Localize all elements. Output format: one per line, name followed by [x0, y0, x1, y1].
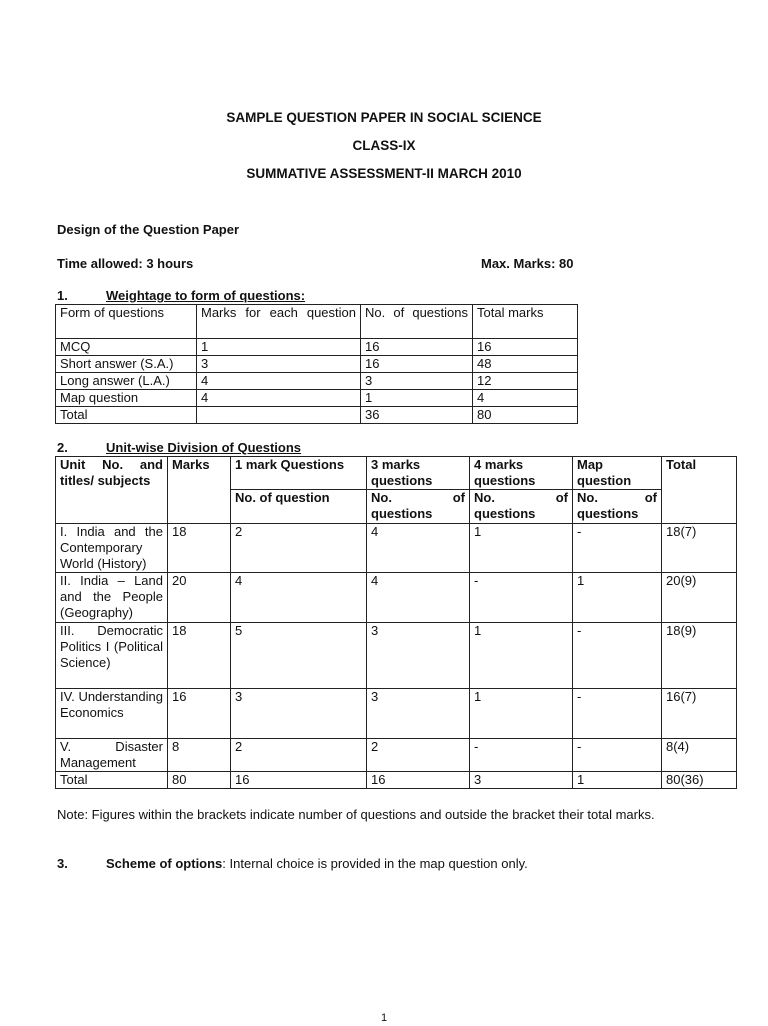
table-cell: 3 [231, 689, 367, 739]
header-cell [197, 305, 361, 339]
table-cell [56, 623, 168, 689]
table-cell: 1 [197, 339, 361, 356]
table-cell: 2 [231, 524, 367, 573]
subheader-cell: No. of question [231, 490, 367, 524]
header-cell: 3 marks questions [367, 457, 470, 490]
table-cell: 5 [231, 623, 367, 689]
header-cell: 1 mark Questions [231, 457, 367, 490]
unit-division-table [55, 456, 737, 789]
table-cell: 16 [367, 772, 470, 789]
table-cell: 20 [168, 573, 231, 623]
table-cell: 3 [367, 689, 470, 739]
table-cell: 16 [361, 339, 473, 356]
header-cell: Total [662, 457, 737, 524]
table-cell: - [573, 739, 662, 772]
header-cell [361, 305, 473, 339]
table-row [56, 407, 578, 424]
subheader-cell-text: No. of questions [371, 490, 465, 521]
table-cell [56, 689, 168, 739]
table-cell: 4 [367, 524, 470, 573]
table-cell: 1 [470, 689, 573, 739]
header-cell-text: No. of questions [365, 305, 468, 320]
table-cell: - [573, 689, 662, 739]
table-cell: 3 [197, 356, 361, 373]
table-cell: 8(4) [662, 739, 737, 772]
table-row [56, 524, 737, 573]
table-row [56, 390, 578, 407]
section3-line [106, 856, 528, 872]
table-cell: 1 [573, 772, 662, 789]
table-cell [197, 407, 361, 424]
table-cell: - [470, 573, 573, 623]
section2-title: Unit-wise Division of Questions [106, 440, 302, 455]
section3-text: : Internal choice is provided in the map question only. [222, 856, 528, 871]
table-row [56, 772, 737, 789]
table-cell: 12 [473, 373, 578, 390]
header-cell: Total marks [473, 305, 578, 339]
table-cell: 4 [367, 573, 470, 623]
subheader-cell [470, 490, 573, 524]
table-row [56, 356, 578, 373]
table-cell: 4 [197, 373, 361, 390]
unit-title-text: II. India – Land and the People (Geography) [60, 573, 163, 620]
section1-number: 1. [57, 288, 68, 303]
table-cell [56, 573, 168, 623]
table-row [56, 573, 737, 623]
table-row [56, 689, 737, 739]
design-heading: Design of the Question Paper [57, 222, 240, 237]
header-cell: 4 marks questions [470, 457, 573, 490]
time-allowed: Time allowed: 3 hours [57, 256, 194, 271]
table-cell: 80 [473, 407, 578, 424]
table-cell: 48 [473, 356, 578, 373]
header-cell-text: Unit No. and titles/ subjects [60, 457, 163, 488]
table-row [56, 373, 578, 390]
table-cell: 18 [168, 524, 231, 573]
section2-number: 2. [57, 440, 68, 455]
table-row [56, 339, 578, 356]
table-cell: 80 [168, 772, 231, 789]
table-cell: 2 [367, 739, 470, 772]
table-cell: Long answer (L.A.) [56, 373, 197, 390]
table-cell: 1 [361, 390, 473, 407]
table-cell: Map question [56, 390, 197, 407]
table-row [56, 739, 737, 772]
table-cell: 2 [231, 739, 367, 772]
unit-title-text: IV. Understanding Economics [60, 689, 163, 720]
table-cell [56, 739, 168, 772]
table-cell: 1 [573, 573, 662, 623]
table-cell: 8 [168, 739, 231, 772]
table-header-row [56, 305, 578, 339]
table-cell: - [470, 739, 573, 772]
table-cell: 1 [470, 623, 573, 689]
subheader-cell-text: No. of questions [577, 490, 657, 521]
table-cell: Total [56, 407, 197, 424]
page-number: 1 [380, 1012, 388, 1024]
table-cell: 4 [231, 573, 367, 623]
table-cell: MCQ [56, 339, 197, 356]
table-cell: 16 [473, 339, 578, 356]
section3-number: 3. [57, 856, 68, 871]
table-cell: 4 [473, 390, 578, 407]
table-row [56, 623, 737, 689]
subheader-cell [367, 490, 470, 524]
note-text: Note: Figures within the brackets indicate number of questions and outside the bracket their total marks. [57, 807, 655, 822]
table-cell: 20(9) [662, 573, 737, 623]
weightage-table [55, 304, 578, 424]
section1-title: Weightage to form of questions: [106, 288, 306, 303]
header-cell: Form of questions [56, 305, 197, 339]
table-cell: 36 [361, 407, 473, 424]
table-cell [56, 524, 168, 573]
table-cell: Total [56, 772, 168, 789]
paper-title: SAMPLE QUESTION PAPER IN SOCIAL SCIENCE [226, 110, 542, 125]
table-cell: 18(7) [662, 524, 737, 573]
header-cell: Map question [573, 457, 662, 490]
table-cell: 3 [470, 772, 573, 789]
table-header-row [56, 457, 737, 490]
table-cell: 16(7) [662, 689, 737, 739]
max-marks: Max. Marks: 80 [481, 256, 574, 271]
assessment-title: SUMMATIVE ASSESSMENT-II MARCH 2010 [246, 166, 522, 181]
table-cell: 3 [367, 623, 470, 689]
header-cell: Marks [168, 457, 231, 524]
section3-label: Scheme of options [106, 856, 223, 871]
table-cell: Short answer (S.A.) [56, 356, 197, 373]
table-cell: 16 [231, 772, 367, 789]
subheader-cell [573, 490, 662, 524]
unit-title-text: III. Democratic Politics I (Political Science) [60, 623, 163, 670]
unit-title-text: I. India and the Contemporary World (History) [60, 524, 163, 571]
table-cell: 18 [168, 623, 231, 689]
header-cell-text: Marks for each question [201, 305, 356, 320]
table-cell: 16 [168, 689, 231, 739]
table-cell: 18(9) [662, 623, 737, 689]
unit-title-text: V. Disaster Management [60, 739, 163, 770]
table-cell: 4 [197, 390, 361, 407]
subheader-cell-text: No. of questions [474, 490, 568, 521]
header-cell [56, 457, 168, 524]
table-cell: 1 [470, 524, 573, 573]
table-cell: - [573, 623, 662, 689]
class-title: CLASS-IX [352, 138, 416, 153]
table-cell: - [573, 524, 662, 573]
table-cell: 3 [361, 373, 473, 390]
table-cell: 16 [361, 356, 473, 373]
table-cell: 80(36) [662, 772, 737, 789]
